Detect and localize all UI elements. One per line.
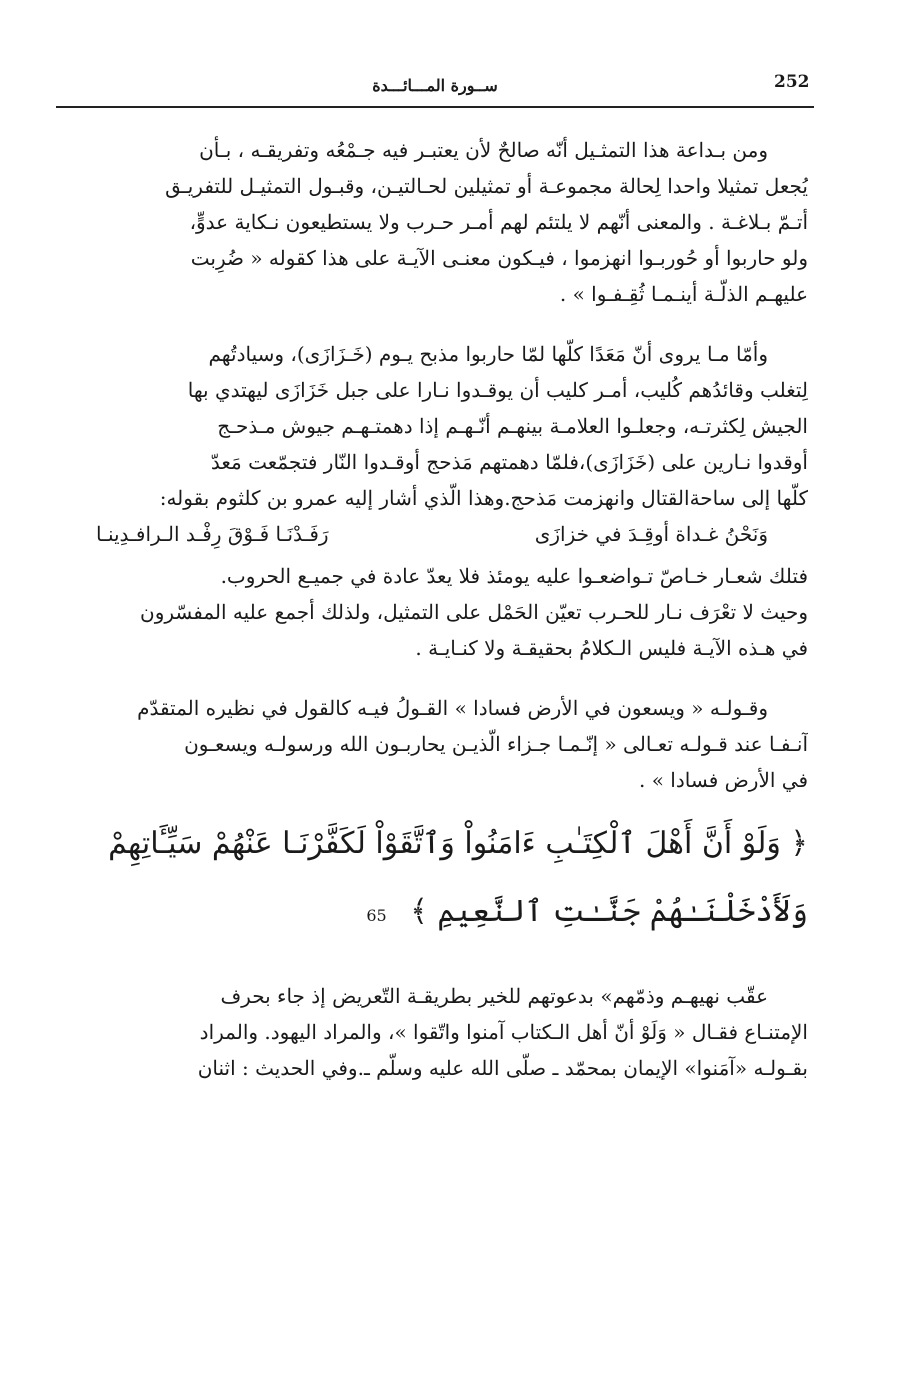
text-line: ومن بـداعة هذا التمثـيل أنّه صالحٌ لأن يعتبـر فيه جـمْعُه وتفريقـه ، بـأن [199, 138, 768, 162]
text-line: بقـولـه «آمَنوا» الإيمان بمحمّد ـ صلّى الله عليه وسلّم ـ.وفي الحديث : اثنان [197, 1056, 808, 1080]
running-title: ســورة المـــائـــدة [372, 76, 498, 95]
verse-hemistich-2: رَفَـدْنَـا فَـوْقَ رِفْـد الـرافـدِينـا [96, 522, 329, 546]
text-line: كلّها إلى ساحةالقتال وانهزمت مَذحج.وهذا الّذي أشار إليه عمرو بن كلثوم بقوله: [159, 486, 808, 510]
text-line: أوقدوا نـارين على (خَزَازَى)،فلمّا دهمتهم مَذحج أوقـدوا النّار فتجمّعت مَعدّ [210, 450, 808, 474]
paragraph-1 [56, 132, 808, 312]
quran-line-1: ﴿ وَلَوْ أَنَّ أَهْلَ ٱلْكِتَـٰبِ ءَامَنُواْ وَٱتَّقَوْاْ لَكَفَّرْنَـا عَنْهُمْ سَيِّـَٔاتِهِمْ [108, 826, 808, 861]
quran-verse [56, 810, 808, 950]
page-body [56, 132, 808, 1086]
text-line: يُجعل تمثيلا واحدا لِحالة مجموعـة أو تمثيلين لحـالتيـن، وقبـول التمثيـل للتفريـق [165, 174, 808, 198]
verse-hemistich-1: وَنَحْنُ غـداة أوقِـدَ في خزازَى [534, 522, 768, 546]
text-line: فتلك شعـار خـاصّ تـواضعـوا عليه يومئذ فلا يعدّ عادة في جميـع الحروب. [220, 564, 808, 588]
quran-line-2: وَلَأَدْخَلْنَـٰهُمْ جَنَّـٰتِ ٱلنَّعِيمِ ﴾ [410, 894, 808, 929]
ayah-number: 65 [366, 906, 387, 925]
text-line: في هـذه الآيـة فليس الـكلامُ بحقيقـة ولا كنـايـة . [415, 636, 808, 660]
text-line: وحيث لا تعْرَف نـار للحـرب تعيّن الحَمْل على التمثيل، ولذلك أجمع عليه المفسّرون [140, 600, 808, 624]
page-number: 252 [774, 72, 810, 92]
text-line: لِتغلب وقائدُهم كُليب، أمـر كليب أن يوقـدوا نـارا على جبل خَزَازَى ليهتدي بها [187, 378, 808, 402]
page-header [56, 72, 814, 106]
text-line: آنـفـا عند قـولـه تعـالى « إنّـمـا جـزاء الّذيـن يحاربـون الله ورسولـه ويسعـون [184, 732, 808, 756]
text-line: وقـولـه « ويسعون في الأرض فسادا » القـولُ فيـه كالقول في نظيره المتقدّم [137, 696, 768, 720]
text-line: الإمتنـاع فقـال « وَلَوْ أنّ أهل الـكتاب آمنوا واتّقوا »، والمراد اليهود. والمراد [199, 1020, 808, 1044]
text-line: وأمّا مـا يروى أنّ مَعَدًا كلّها لمّا حاربوا مذبح يـوم (خَـزَازَى)، وسيادتُهم [208, 342, 768, 366]
paragraph-5 [56, 978, 808, 1086]
poetry-verse [56, 516, 808, 552]
paragraph-2 [56, 336, 808, 516]
text-line: عليهـم الذلّـة أينـمـا ثُقِـفـوا » . [559, 282, 808, 306]
quran-line-2-wrap [56, 878, 808, 950]
text-line: أتـمّ بـلاغـة . والمعنى أنّهم لا يلتئم لهم أمـر حـرب ولا يستطيعون نـكاية عدوٍّ، [189, 210, 808, 234]
header-rule [56, 106, 814, 108]
text-line: في الأرض فسادا » . [638, 768, 808, 792]
paragraph-3 [56, 558, 808, 666]
text-line: عقّب نهيهـم وذمّهم» بدعوتهم للخير بطريقـة التّعريض إذ جاء بحرف [220, 984, 768, 1008]
text-line: الجيش لِكثرتـه، وجعلـوا العلامـة بينهـم أنّـهـم إذا دهمتـهـم جيوش مـذحـج [217, 414, 808, 438]
text-line: ولو حاربوا أو حُوربـوا انهزموا ، فيـكون معنـى الآيـة على هذا كقوله « ضُرِبت [190, 246, 808, 270]
paragraph-4 [56, 690, 808, 798]
